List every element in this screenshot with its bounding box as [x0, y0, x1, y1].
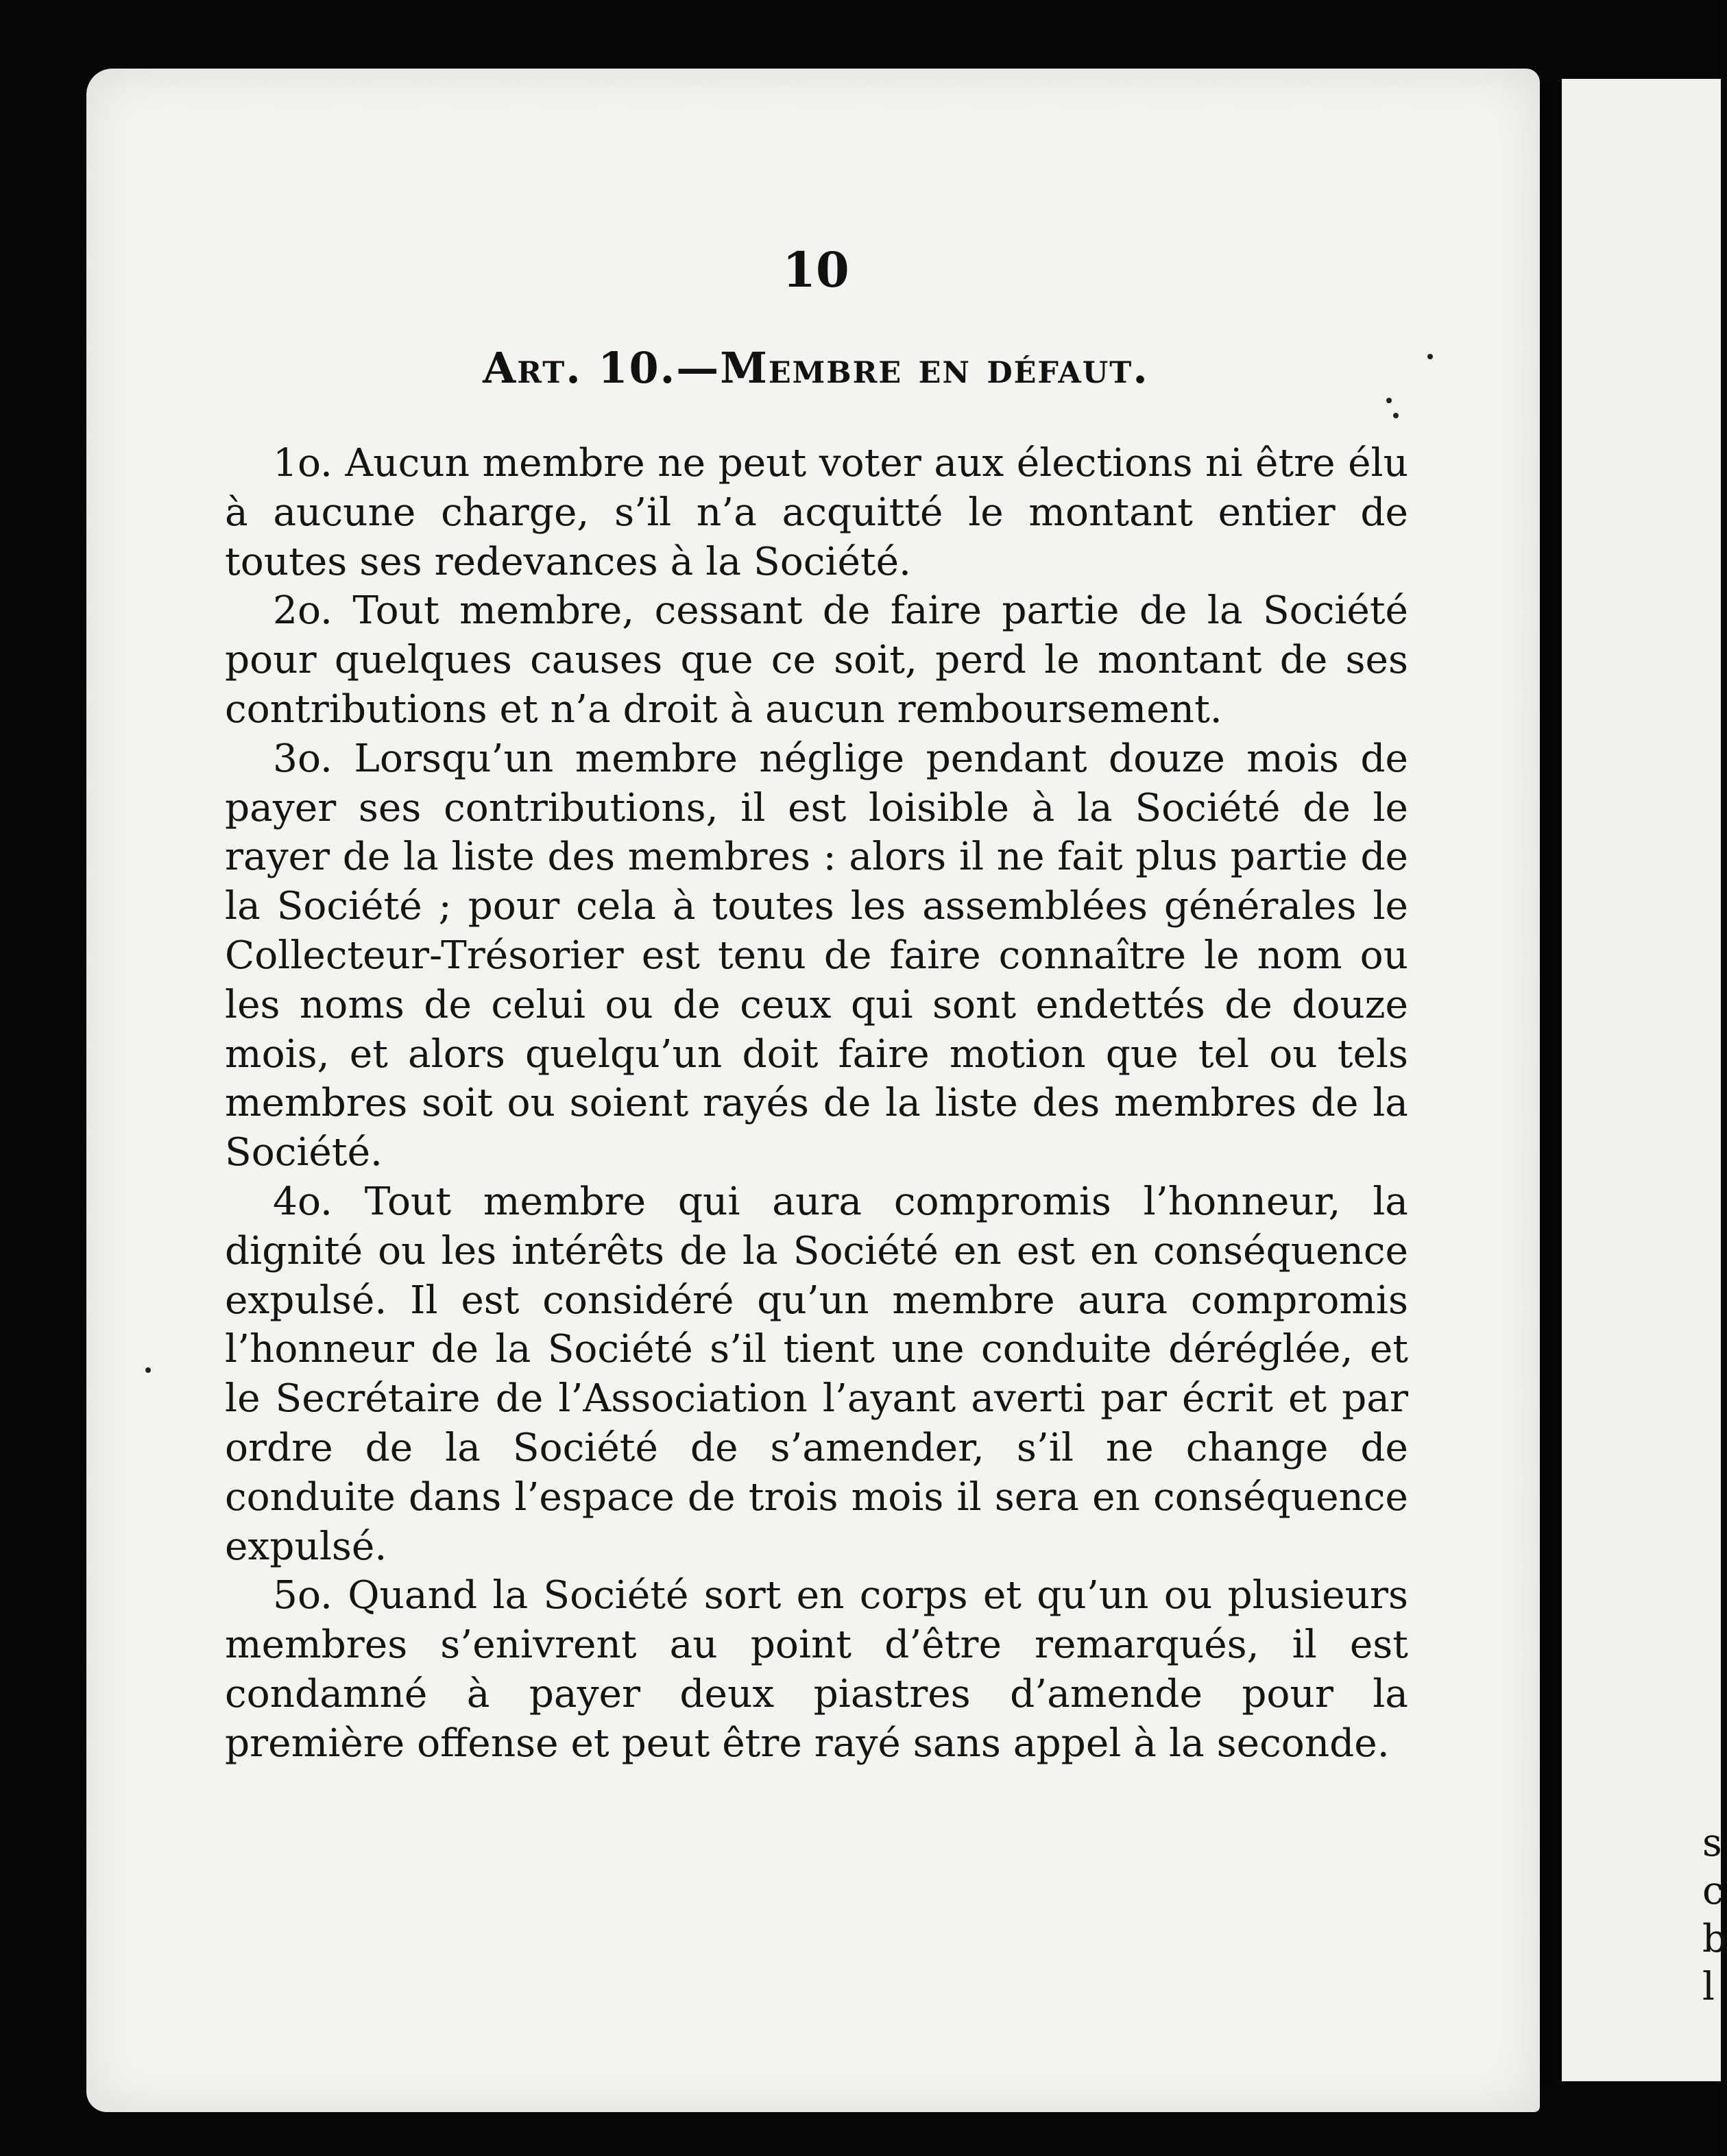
article-heading: Art. 10.—Membre en défaut.: [483, 343, 1149, 393]
adjacent-page-fragment: l: [1702, 1965, 1715, 2009]
paragraph-2: 2o. Tout membre, cessant de faire partie de la Société pour quelques causes que ce soit, perd le montant de ses contributions et n’a droit à aucun remboursement.: [225, 588, 1408, 732]
adjacent-page-fragment: b: [1702, 1917, 1727, 1961]
ink-speck: [1386, 398, 1392, 403]
page-number: 10: [782, 241, 849, 298]
adjacent-page-fragment: c: [1702, 1869, 1724, 1913]
article-body: [225, 439, 1408, 1769]
ink-speck: [145, 1367, 151, 1373]
paragraph-1: 1o. Aucun membre ne peut voter aux élections ni être élu à aucune charge, s’il n’a acquitté le montant entier de toutes ses redevances à la Société.: [225, 441, 1408, 584]
paragraph-5: 5o. Quand la Société sort en corps et qu’un ou plusieurs membres s’enivrent au point d’être remarqués, il est condamné à payer deux piastres d’amende pour la première offense et peut être rayé sans appel à la seconde.: [225, 1573, 1408, 1766]
paragraph-3: 3o. Lorsqu’un membre néglige pendant douze mois de payer ses contributions, il est loisible à la Société de le rayer de la liste des membres : alors il ne fait plus partie de la Société ; pour cela à toutes les assemblées générales le Collecteur-Trésorier est tenu de faire connaître le nom ou les noms de celui ou de ceux qui sont endettés de douze mois, et alors quelqu’un doit faire motion que tel ou tels membres soit ou soient rayés de la liste des membres de la Société.: [225, 736, 1408, 1175]
ink-speck: [1393, 413, 1399, 418]
paragraph-4: 4o. Tout membre qui aura compromis l’honneur, la dignité ou les intérêts de la Société en est en conséquence expulsé. Il est considéré qu’un membre aura compromis l’honneur de la Société s’il tient une conduite déréglée, et le Secrétaire de l’Association l’ayant averti par écrit et par ordre de la Société de s’amender, s’il ne change de conduite dans l’espace de trois mois il sera en conséquence expulsé.: [225, 1179, 1408, 1569]
adjacent-page-fragment: s: [1702, 1821, 1722, 1865]
